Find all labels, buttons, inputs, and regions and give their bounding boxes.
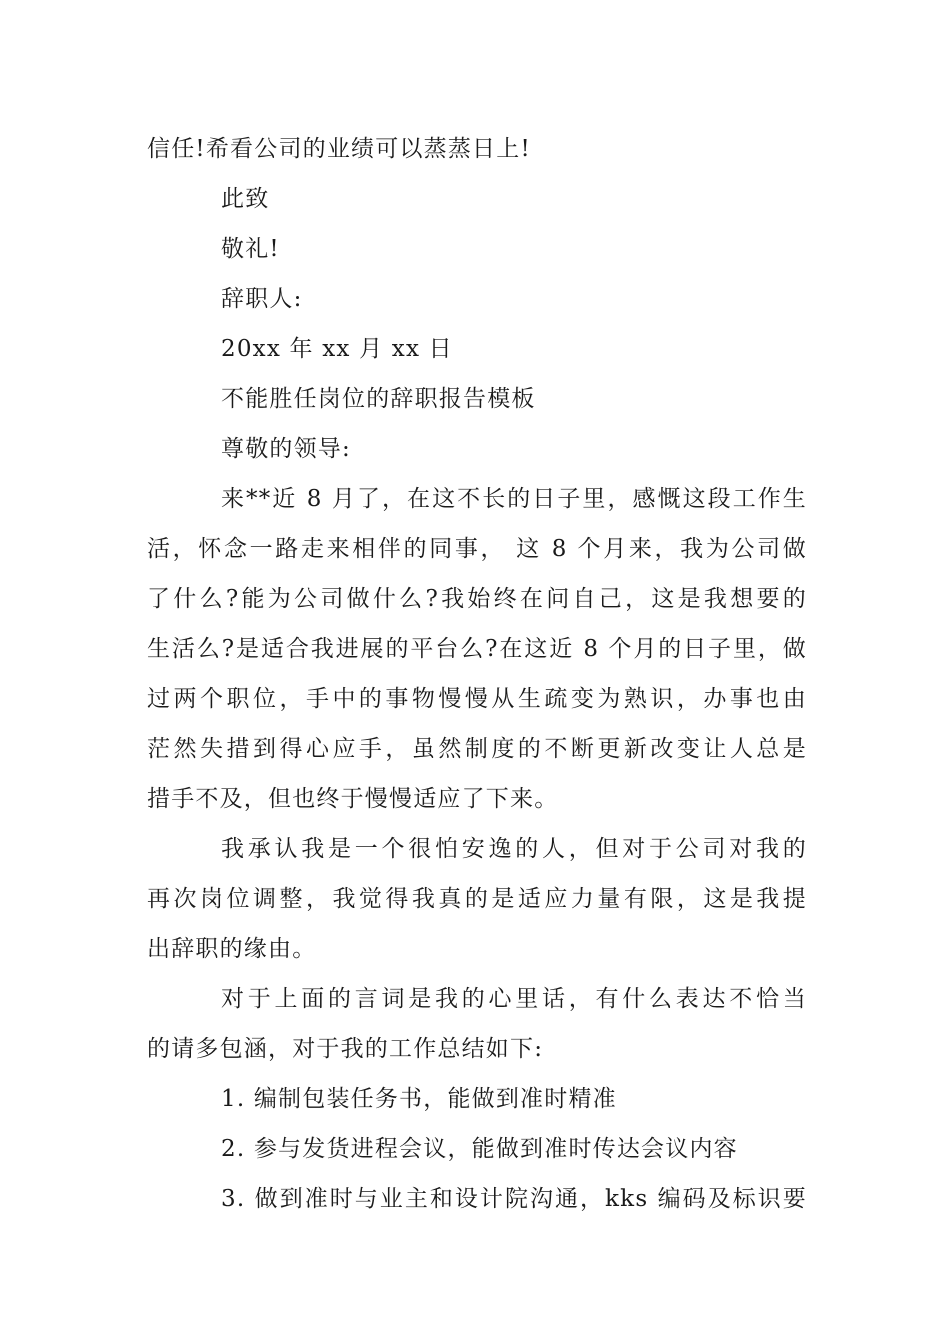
paragraph-1-line-4: 生活么?是适合我进展的平台么?在这近 8 个月的日子里，做	[147, 636, 807, 662]
paragraph-1-line-3: 了什么?能为公司做什么?我始终在问自己，这是我想要的	[147, 586, 807, 612]
paragraph-3-line-2: 的请多包涵，对于我的工作总结如下:	[147, 1036, 544, 1062]
paragraph-1-line-7: 措手不及，但也终于慢慢适应了下来。	[147, 786, 559, 812]
paragraph-1-line-2: 活，怀念一路走来相伴的同事， 这 8 个月来，我为公司做	[147, 536, 807, 562]
paragraph-1-line-6: 茫然失措到得心应手，虽然制度的不断更新改变让人总是	[147, 736, 807, 762]
list-item-3: 3. 做到准时与业主和设计院沟通，kks 编码及标识要	[221, 1186, 807, 1212]
list-item-1: 1. 编制包装任务书，能做到准时精准	[221, 1086, 617, 1112]
addressee-line: 尊敬的领导:	[221, 436, 351, 462]
paragraph-2-line-1: 我承认我是一个很怕安逸的人，但对于公司对我的	[221, 836, 807, 862]
document-body	[147, 124, 807, 1224]
paragraph-3-line-1: 对于上面的言词是我的心里话，有什么表达不恰当	[221, 986, 807, 1012]
date-line: 20xx 年 xx 月 xx 日	[221, 336, 453, 362]
template-title: 不能胜任岗位的辞职报告模板	[221, 386, 536, 412]
paragraph-2-line-2: 再次岗位调整，我觉得我真的是适应力量有限，这是我提	[147, 886, 807, 912]
paragraph-1-line-1: 来**近 8 月了，在这不长的日子里，感慨这段工作生	[221, 486, 807, 512]
closing-wish-line: 信任!希看公司的业绩可以蒸蒸日上!	[147, 136, 531, 162]
list-item-2: 2. 参与发货进程会议，能做到准时传达会议内容	[221, 1136, 738, 1162]
resigner-label: 辞职人:	[221, 286, 303, 312]
salutation-ci-zhi: 此致	[221, 186, 270, 212]
paragraph-1-line-5: 过两个职位，手中的事物慢慢从生疏变为熟识，办事也由	[147, 686, 807, 712]
paragraph-2-line-3: 出辞职的缘由。	[147, 936, 317, 962]
salutation-jing-li: 敬礼!	[221, 236, 280, 262]
